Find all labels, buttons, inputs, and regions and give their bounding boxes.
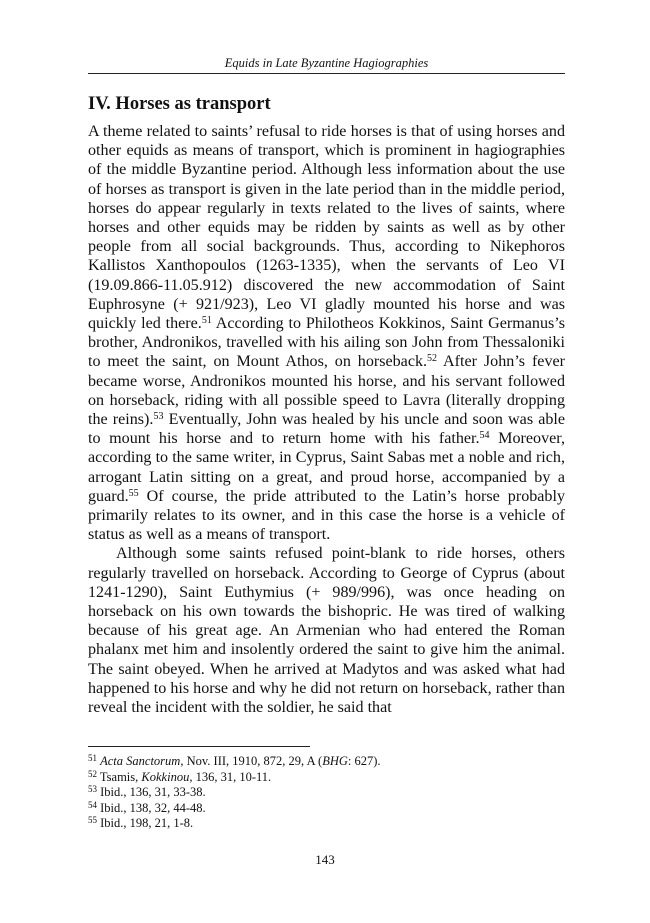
footnote-text: Tsamis, bbox=[99, 769, 142, 784]
footnote-number: 52 bbox=[88, 768, 97, 779]
footnote-text: : 627). bbox=[347, 754, 381, 768]
text-run: Eventually, John was healed by his uncle and soon was able to mount his horse and to return home with his father. bbox=[88, 411, 565, 448]
footnote bbox=[88, 801, 565, 817]
footnote-ref[interactable]: 52 bbox=[427, 353, 438, 365]
text-run: According to Philotheos Kokkinos, Saint Germanus’s brother, Andronikos, travelled with his ailing son John from Thessaloniki to meet the saint, on Mount Athos, on horseback. bbox=[88, 315, 566, 371]
footnote-text: Ibid., 136, 31, 33-38. bbox=[100, 785, 206, 800]
text-run: Although some saints refused point-blank to ride horses, others regularly travelled on horseback. According to George of Cyprus (about 1241-1290), Saint Euthymius (+ 989/996), was once heading on horseback on his own towards the bishopric. He was tired of walking because of his great age. An Armenian who had entered the Roman phalanx met him and insolently ordered the saint to give him the animal. The saint obeyed. When he arrived at Madytos and was asked what had happened to his horse and why he did not return on horseback, rather than reveal the incident with the soldier, he said that bbox=[88, 545, 565, 717]
footnote-ref[interactable]: 54 bbox=[479, 430, 490, 442]
footnote-ref[interactable]: 51 bbox=[201, 315, 212, 327]
footnote-italic: Acta Sanctorum bbox=[100, 754, 181, 768]
text-run: Of course, the pride attributed to the Latin’s horse probably primarily relates to its owner, and in this case the horse is a vehicle of status as well as a means of transport. bbox=[88, 487, 565, 544]
section-title: IV. Horses as transport bbox=[88, 94, 271, 114]
footnote-text: Ibid., 198, 21, 1-8. bbox=[100, 816, 194, 831]
running-head: Equids in Late Byzantine Hagiographies bbox=[224, 56, 429, 70]
footnote-number: 53 bbox=[88, 784, 97, 795]
footnote bbox=[88, 785, 565, 801]
text-run: Moreover, according to the same writer, in Cyprus, Saint Sabas met a noble and rich, arrogant Latin sitting on a great, and proud horse, accompanied by a guard. bbox=[88, 430, 566, 505]
text-run: A theme related to saints’ refusal to ride horses is that of using horses and other equids as means of transport, which is prominent in hagiographies of the middle Byzantine period. Although less information about the use of horses as transport is given in the late period than in the middle period, horses do appear regularly in texts related to the lives of saints, where horses and other equids may be ridden by saints as well as by other people from all social backgrounds. Thus, according to Nikephoros Kallistos Xanthopoulos (1263-1335), when the servants of Leo VI (19.09.866-11.05.912) discovered the new accommodation of Saint Euphrosyne (+ 921/923), Leo VI gladly mounted his horse and was quickly led there. bbox=[88, 123, 565, 333]
footnote-text: , 136, 31, 10-11. bbox=[189, 769, 272, 784]
body-text bbox=[88, 122, 565, 717]
text-run: After John’s fever became worse, Andronikos mounted his horse, and his servant followed on horseback, riding with all possible speed to Lavra (literally dropping the reins). bbox=[88, 353, 566, 429]
footnotes bbox=[88, 754, 565, 832]
footnote-italic: Kokkinou bbox=[141, 769, 190, 784]
footnote-text: , Nov. III, 1910, 872, 29, A ( bbox=[180, 754, 323, 768]
header-rule bbox=[88, 73, 565, 74]
footnote bbox=[88, 754, 565, 770]
page-number: 143 bbox=[315, 852, 335, 867]
paragraph bbox=[88, 122, 565, 544]
footnote-number: 55 bbox=[88, 815, 97, 826]
footnote-text: Ibid., 138, 32, 44-48. bbox=[100, 800, 206, 815]
footnote-number: 54 bbox=[88, 799, 97, 810]
footnote-ref[interactable]: 53 bbox=[153, 411, 164, 423]
footnote-number: 51 bbox=[88, 753, 97, 763]
footnote-rule bbox=[88, 746, 310, 747]
footnote bbox=[88, 816, 565, 832]
footnote-ref[interactable]: 55 bbox=[128, 487, 139, 499]
paragraph bbox=[88, 544, 565, 717]
footnote-italic: BHG bbox=[322, 754, 348, 768]
footnote bbox=[88, 770, 565, 786]
